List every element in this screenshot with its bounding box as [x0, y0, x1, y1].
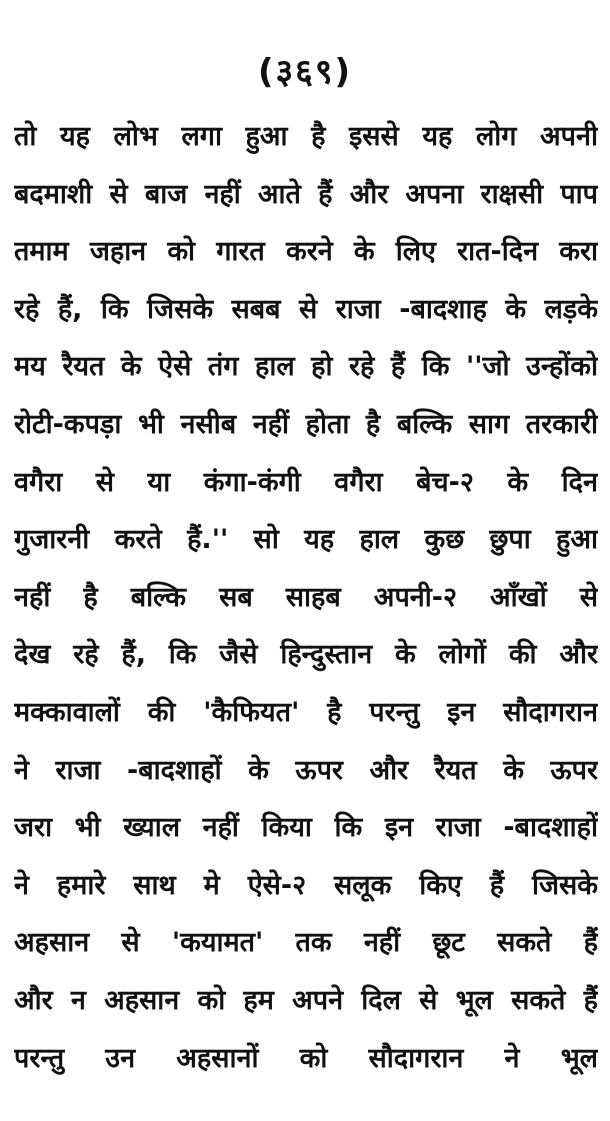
- text-line-10: देख रहे हैं, कि जैसे हिन्दुस्तान के लोगों की और: [14, 639, 598, 671]
- text-line-9: नहीं है बल्कि सब साहब अपनी-२ आँखों से: [14, 581, 598, 613]
- text-line-15: अहसान से 'कयामत' तक नहीं छूट सकते हैं: [14, 927, 598, 959]
- text-line-6: रोटी-कपड़ा भी नसीब नहीं होता है बल्कि साग तरकारी: [14, 408, 598, 440]
- text-line-1: तो यह लोभ लगा हुआ है इससे यह लोग अपनी: [14, 121, 598, 152]
- text-line-4: रहे हैं, कि जिसके सबब से राजा -बादशाह के लड़के: [14, 293, 598, 325]
- text-line-12: ने राजा -बादशाहों के ऊपर और रैयत के ऊपर: [14, 754, 598, 786]
- text-line-13: जरा भी ख्याल नहीं किया कि इन राजा -बादशाहों: [14, 812, 598, 844]
- text-line-16: और न अहसान को हम अपने दिल से भूल सकते हैं: [14, 984, 598, 1016]
- text-line-5: मय रैयत के ऐसे तंग हाल हो रहे हैं कि ''जो उन्होंको: [14, 351, 598, 383]
- text-line-14: ने हमारे साथ मे ऐसे-२ सलूक किए हैं जिसके: [14, 869, 598, 901]
- text-line-11: मक्कावालों की 'कैफियत' है परन्तु इन सौदागरान: [14, 696, 598, 728]
- text-line-7: वगैरा से या कंगा-कंगी वगैरा बेच-२ के दिन: [14, 466, 598, 498]
- text-line-17: परन्तु उन अहसानों को सौदागरान ने भूल: [14, 1042, 598, 1074]
- page-number: (३६९): [257, 52, 353, 92]
- body-text: [14, 108, 598, 1087]
- text-line-8: गुजारनी करते हैं.'' सो यह हाल कुछ छुपा हुआ: [14, 524, 598, 556]
- text-line-3: तमाम जहान को गारत करने के लिए रात-दिन करा: [14, 236, 598, 268]
- text-line-2: बदमाशी से बाज नहीं आते हैं और अपना राक्षसी पाप: [14, 178, 598, 210]
